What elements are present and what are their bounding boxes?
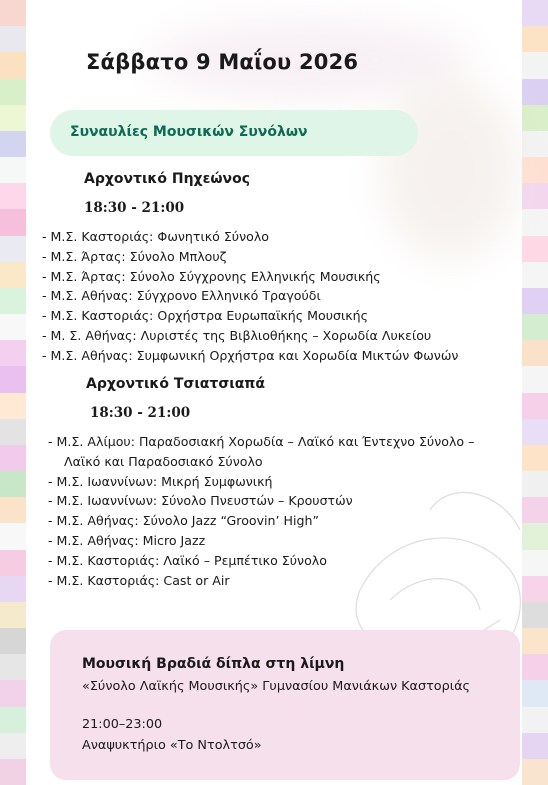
stripe-block [0, 52, 26, 79]
stripe-block [0, 393, 26, 420]
section-title: Συναυλίες Μουσικών Συνόλων [70, 124, 308, 140]
stripe-block [0, 550, 26, 577]
list-item: - Μ.Σ. Ιωαννίνων: Μικρή Συμφωνική [48, 473, 273, 489]
stripe-block [522, 314, 548, 341]
stripe-block [0, 680, 26, 707]
stripe-block [522, 262, 548, 289]
stripe-block [522, 131, 548, 158]
stripe-block [0, 314, 26, 341]
stripe-block [522, 52, 548, 79]
stripe-block [0, 445, 26, 472]
stripe-block [522, 26, 548, 53]
stripe-block [522, 288, 548, 315]
stripe-block [0, 759, 26, 785]
stripe-block [0, 707, 26, 734]
stripe-block [0, 471, 26, 498]
evening-ensemble: «Σύνολο Λαϊκής Μουσικής» Γυμνασίου Μανιάκων Καστοριάς [82, 679, 471, 694]
evening-time: 21:00–23:00 [82, 717, 163, 732]
list-item: - Μ.Σ. Αθήνας: Σύνολο Jazz “Groovin’ High” [48, 513, 320, 529]
stripe-block [0, 523, 26, 550]
stripe-block [0, 340, 26, 367]
stripe-block [0, 419, 26, 446]
list-item: - Μ.Σ. Καστοριάς: Λαϊκό – Ρεμπέτικο Σύνολο [48, 552, 327, 568]
stripe-block [0, 576, 26, 603]
stripe-block [0, 183, 26, 210]
stripe-block [522, 340, 548, 367]
stripe-block [0, 26, 26, 53]
stripe-block [0, 654, 26, 681]
stripe-block [522, 419, 548, 446]
list-item: - Μ.Σ. Αθήνας: Συμφωνική Ορχήστρα και Χορωδία Μικτών Φωνών [42, 347, 459, 363]
stripe-block [0, 602, 26, 629]
list-item: - Μ.Σ. Καστοριάς: Φωνητικό Σύνολο [42, 229, 269, 244]
venue-name: Αρχοντικό Τσιατσιαπά [86, 376, 265, 392]
list-item: - Μ.Σ. Αλίμου: Παραδοσιακή Χορωδία – Λαϊκό και Έντεχνο Σύνολο – [48, 434, 475, 449]
stripe-block [0, 157, 26, 184]
list-item: - Μ.Σ. Καστοριάς: Ορχήστρα Ευρωπαϊκής Μουσικής [42, 308, 369, 324]
evening-title: Μουσική Βραδιά δίπλα στη λίμνη [82, 656, 345, 672]
stripe-block [522, 183, 548, 210]
list-item: - Μ.Σ. Αθήνας: Σύγχρονο Ελληνικό Τραγούδι [42, 288, 321, 304]
stripe-block [522, 0, 548, 27]
stripe-block [0, 497, 26, 524]
stripe-block [522, 236, 548, 263]
stripe-block [0, 0, 26, 27]
venue-name: Αρχοντικό Πηχεώνος [84, 171, 250, 187]
evening-event-box [50, 630, 520, 780]
venue-time: 18:30 - 21:00 [90, 405, 191, 421]
list-item: - Μ.Σ. Άρτας: Σύνολο Μπλουζ [42, 248, 227, 264]
stripe-block [522, 157, 548, 184]
stripe-block [0, 733, 26, 760]
stripe-block [0, 105, 26, 132]
left-color-stripe [0, 0, 26, 785]
venue-program-list [48, 432, 474, 590]
stripe-block [522, 393, 548, 420]
stripe-block [522, 445, 548, 472]
list-item: - Μ.Σ. Ιωαννίνων: Σύνολο Πνευστών – Κρουστών [48, 493, 353, 509]
venue-time: 18:30 - 21:00 [84, 200, 185, 216]
list-item: - Μ.Σ. Καστοριάς: Cast or Air [48, 572, 230, 588]
stripe-block [0, 262, 26, 289]
stripe-block [522, 105, 548, 132]
stripe-block [0, 79, 26, 106]
stripe-block [0, 236, 26, 263]
stripe-block [522, 79, 548, 106]
page-title: Σάββατο 9 Μαΐου 2026 [86, 50, 359, 74]
stripe-block [522, 366, 548, 393]
stripe-block [0, 288, 26, 315]
list-item: - Μ. Σ. Αθήνας: Λυριστές της Βιβλιοθήκης – Χορωδία Λυκείου [42, 327, 432, 343]
venue-program-list [42, 227, 458, 366]
evening-place: Αναψυκτήριο «Το Ντολτσό» [82, 738, 262, 753]
list-item: Λαϊκό και Παραδοσιακό Σύνολο [48, 453, 263, 469]
list-item: - Μ.Σ. Αθήνας: Micro Jazz [48, 532, 206, 548]
list-item: - Μ.Σ. Άρτας: Σύνολο Σύγχρονης Ελληνικής Μουσικής [42, 268, 381, 284]
stripe-block [0, 131, 26, 158]
stripe-block [0, 366, 26, 393]
stripe-block [0, 628, 26, 655]
stripe-block [522, 209, 548, 236]
stripe-block [0, 209, 26, 236]
